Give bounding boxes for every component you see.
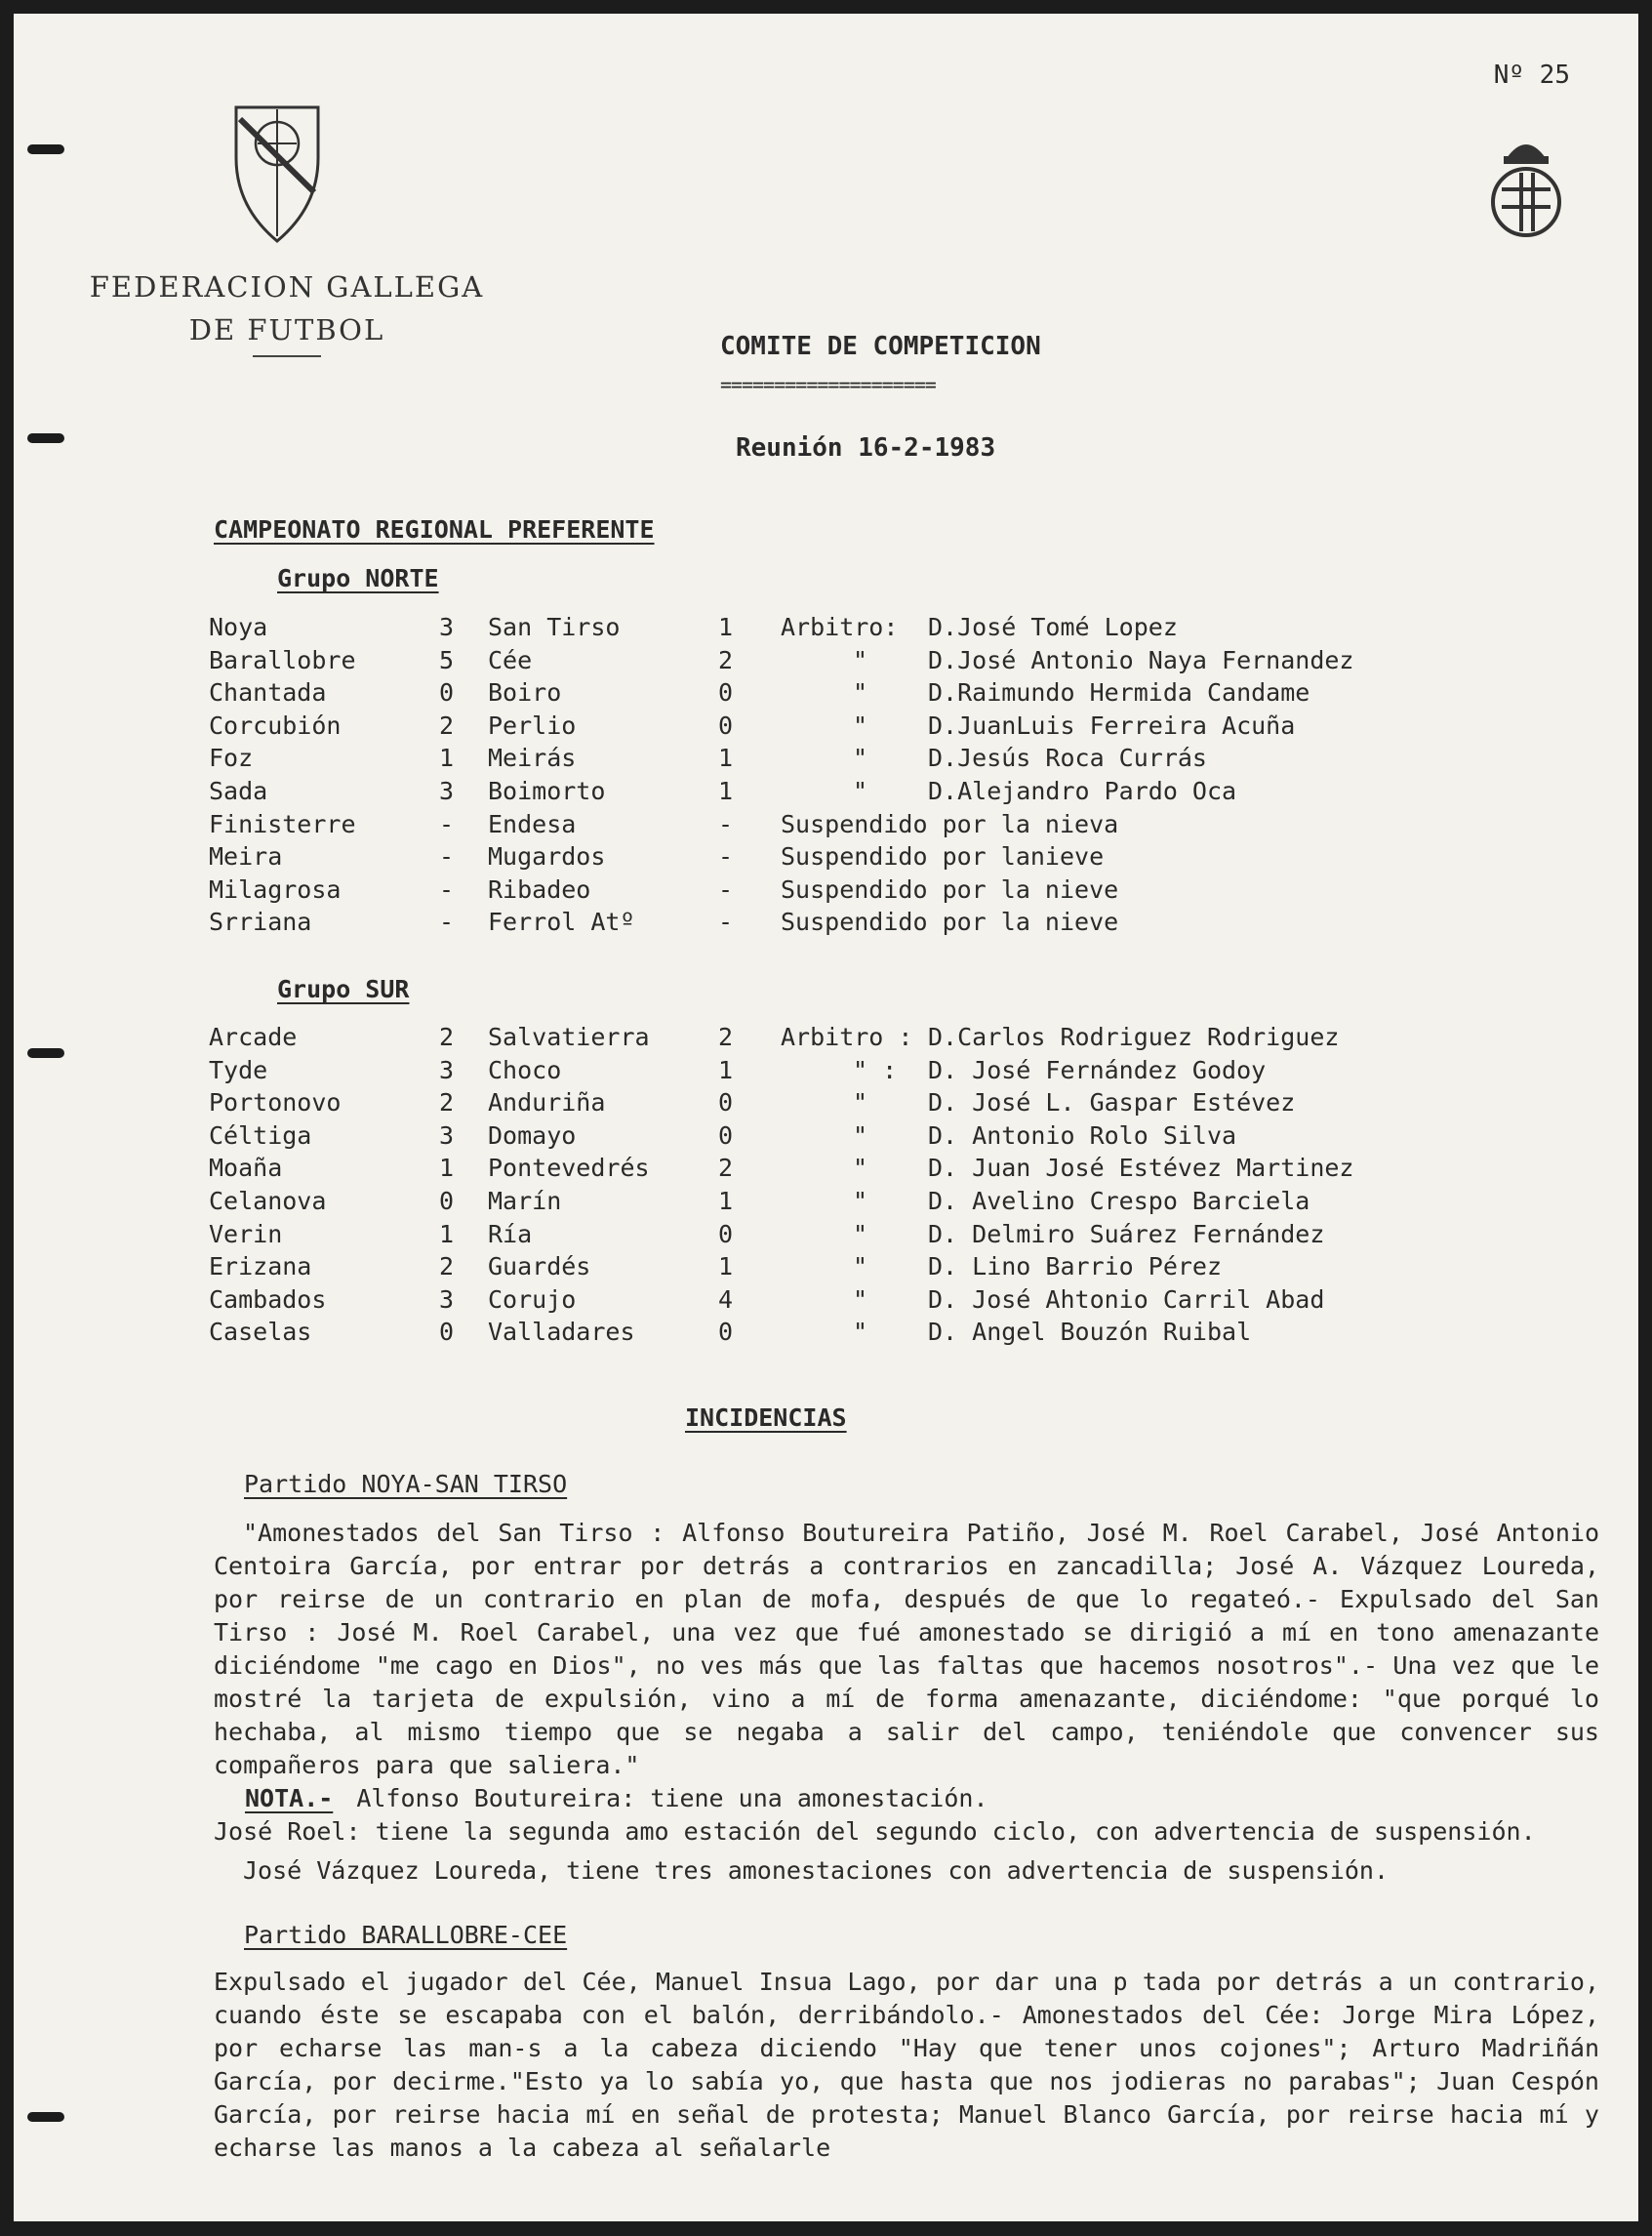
away-team: San Tirso	[488, 613, 621, 641]
referee-label: "	[853, 645, 868, 674]
home-score: 1	[439, 1154, 455, 1183]
home-team: Moaña	[209, 1154, 283, 1183]
home-team: Chantada	[209, 678, 327, 708]
result-row	[209, 711, 1536, 745]
referee-name: D.Carlos Rodriguez Rodriguez	[928, 1023, 1340, 1051]
home-team: Meira	[209, 842, 283, 872]
group-norte-heading: Grupo NORTE	[277, 564, 439, 592]
away-score: 4	[718, 1284, 734, 1314]
home-score: -	[439, 842, 455, 872]
referee-name: D.Alejandro Pardo Oca	[928, 776, 1237, 805]
result-row	[209, 842, 1536, 875]
referee-label: "	[853, 1284, 868, 1314]
referee-label: "	[853, 776, 868, 805]
divider	[253, 355, 321, 357]
away-team: Guardés	[488, 1252, 591, 1281]
referee-name: D. Lino Barrio Pérez	[928, 1252, 1223, 1281]
result-row	[209, 678, 1536, 711]
away-team: Boiro	[488, 678, 562, 708]
nota-label: NOTA.-	[245, 1784, 334, 1812]
meeting-date: Reunión 16-2-1983	[736, 433, 996, 463]
away-score: 1	[718, 744, 734, 773]
home-team: Tyde	[209, 1055, 268, 1084]
referee-label: "	[853, 1120, 868, 1150]
referee-label: "	[853, 744, 868, 773]
home-score: 1	[439, 1219, 455, 1248]
away-score: 0	[718, 1219, 734, 1248]
home-score: 3	[439, 1055, 455, 1084]
home-team: Caselas	[209, 1318, 312, 1347]
away-team: Marín	[488, 1186, 562, 1215]
result-row	[209, 613, 1536, 646]
match1-report	[214, 1517, 1599, 1888]
result-row	[209, 1318, 1536, 1351]
home-score: 5	[439, 645, 455, 674]
referee-name: D.Jesús Roca Currás	[928, 744, 1207, 773]
match1-title: Partido NOYA-SAN TIRSO	[244, 1470, 568, 1498]
referee-label: "	[853, 1186, 868, 1215]
match1-text: "Amonestados del San Tirso : Alfonso Boutureira Patiño, José M. Roel Carabel, José Antonio Centoira García, por entrar por detrás a contrarios en zancadilla; José A. Vázquez Loureda, por reirse de un contrario en plan de mofa, después de que lo regateó.- Expulsado del San Tirso : José M. Roel Carabel, una vez que fué amonestado se dirigió a mí en tono amenazante diciéndome "me cago en Dios", no ves más que las faltas que hacemos nosotros".- Una vez que le mostré la tarjeta de expulsión, vino a mí de forma amenazante, diciéndome: "que porqué lo hechaba, al mismo tiempo que se negaba a salir del campo, teniéndole que convencer sus compañeros para que saliera."	[214, 1519, 1599, 1779]
home-team: Corcubión	[209, 711, 342, 740]
away-score: 0	[718, 1120, 734, 1150]
binder-hole	[27, 144, 64, 154]
result-row	[209, 1023, 1536, 1056]
home-team: Srriana	[209, 908, 312, 937]
away-team: Corujo	[488, 1284, 577, 1314]
result-row	[209, 1121, 1536, 1155]
referee-name: D.José Antonio Naya Fernandez	[928, 645, 1354, 674]
championship-heading: CAMPEONATO REGIONAL PREFERENTE	[214, 515, 655, 544]
referee-name: D. José Fernández Godoy	[928, 1055, 1267, 1084]
match2-report	[214, 1966, 1599, 2165]
page-title: COMITE DE COMPETICION	[720, 332, 1041, 361]
referee-label: Arbitro:	[781, 613, 899, 641]
binder-hole	[27, 1048, 64, 1058]
home-team: Céltiga	[209, 1120, 312, 1150]
nota-line1	[214, 1782, 1599, 1815]
away-team: Mugardos	[488, 842, 606, 872]
away-team: Salvatierra	[488, 1023, 650, 1051]
referee-name: D. Angel Bouzón Ruibal	[928, 1318, 1252, 1347]
away-score: 0	[718, 711, 734, 740]
away-score: -	[718, 908, 734, 937]
home-team: Cambados	[209, 1284, 327, 1314]
result-row	[209, 908, 1536, 941]
title-underline: ====================	[720, 373, 936, 396]
referee-name: D. Antonio Rolo Silva	[928, 1120, 1237, 1150]
home-team: Noya	[209, 613, 268, 641]
result-row	[209, 1285, 1536, 1319]
away-team: Perlio	[488, 711, 577, 740]
away-team: Domayo	[488, 1120, 577, 1150]
referee-label: "	[853, 678, 868, 708]
referee-name: D.José Tomé Lopez	[928, 613, 1178, 641]
home-score: 2	[439, 1023, 455, 1051]
nota-text1: Alfonso Boutureira: tiene una amonestación.	[356, 1784, 988, 1812]
away-team: Meirás	[488, 744, 577, 773]
home-score: 0	[439, 1186, 455, 1215]
referee-name: D. Avelino Crespo Barciela	[928, 1186, 1310, 1215]
home-team: Milagrosa	[209, 874, 342, 904]
home-team: Barallobre	[209, 645, 356, 674]
home-team: Portonovo	[209, 1088, 342, 1118]
federation-name	[72, 265, 502, 351]
away-score: 1	[718, 1055, 734, 1084]
away-score: 0	[718, 1318, 734, 1347]
document-page	[14, 14, 1638, 2221]
away-team: Valladares	[488, 1318, 635, 1347]
home-score: 2	[439, 1252, 455, 1281]
referee-name: D. Juan José Estévez Martinez	[928, 1154, 1354, 1183]
away-team: Pontevedrés	[488, 1154, 650, 1183]
result-row	[209, 1154, 1536, 1187]
home-team: Verin	[209, 1219, 283, 1248]
referee-label: "	[853, 1154, 868, 1183]
federation-name-line2: DE FUTBOL	[188, 313, 385, 346]
referee-label: "	[853, 1219, 868, 1248]
norte-results-table	[209, 613, 1536, 941]
away-team: Anduriña	[488, 1088, 606, 1118]
away-score: 2	[718, 1154, 734, 1183]
away-score: 1	[718, 1252, 734, 1281]
home-score: -	[439, 908, 455, 937]
away-team: Choco	[488, 1055, 562, 1084]
away-score: 1	[718, 776, 734, 805]
result-row	[209, 1187, 1536, 1220]
referee-name: D. Delmiro Suárez Fernández	[928, 1219, 1325, 1248]
binder-hole	[27, 2112, 64, 2122]
nota-line3: José Vázquez Loureda, tiene tres amonestaciones con advertencia de suspensión.	[243, 1856, 1389, 1885]
home-score: 0	[439, 1318, 455, 1347]
away-score: -	[718, 842, 734, 872]
home-score: 3	[439, 776, 455, 805]
home-team: Celanova	[209, 1186, 327, 1215]
away-score: 2	[718, 645, 734, 674]
away-score: 1	[718, 613, 734, 641]
match2-text: Expulsado el jugador del Cée, Manuel Insua Lago, por dar una p tada por detrás a un contrario, cuando éste se escapaba con el balón, derribándolo.- Amonestados del Cée: Jorge Mira López, por echarse las man-s a la cabeza diciendo "Hay que tener unos cojones"; Arturo Madriñán García, por decirme."Esto ya lo sabía yo, que hasta que nos jodieras no parabas"; Juan Cespón García, por reirse hacia mí en señal de protesta; Manuel Blanco García, por reirse hacia mí y echarse las manos a la cabeza al señalarle	[214, 1968, 1599, 2162]
referee-label: Suspendido por lanieve	[781, 842, 1105, 872]
home-score: 1	[439, 744, 455, 773]
home-team: Foz	[209, 744, 254, 773]
away-team: Ribadeo	[488, 874, 591, 904]
referee-name: D. José Ahtonio Carril Abad	[928, 1284, 1325, 1314]
home-team: Arcade	[209, 1023, 298, 1051]
home-team: Sada	[209, 776, 268, 805]
group-sur-heading: Grupo SUR	[277, 975, 410, 1003]
federation-name-line1: FEDERACION GALLEGA	[89, 270, 485, 304]
home-team: Finisterre	[209, 809, 356, 838]
home-score: -	[439, 809, 455, 838]
match2-title: Partido BARALLOBRE-CEE	[244, 1921, 568, 1949]
referee-name: D.Raimundo Hermida Candame	[928, 678, 1310, 708]
referee-label: "	[853, 711, 868, 740]
referee-label: "	[853, 1252, 868, 1281]
referee-label: Suspendido por la nieve	[781, 874, 1119, 904]
away-score: -	[718, 874, 734, 904]
away-score: -	[718, 809, 734, 838]
result-row	[209, 744, 1536, 777]
home-score: -	[439, 874, 455, 904]
page-number: Nº 25	[1493, 61, 1570, 90]
away-team: Endesa	[488, 809, 577, 838]
binder-hole	[27, 433, 64, 443]
result-row	[209, 1056, 1536, 1089]
away-team: Boimorto	[488, 776, 606, 805]
away-team: Ría	[488, 1219, 533, 1248]
result-row	[209, 646, 1536, 679]
home-score: 3	[439, 1284, 455, 1314]
nota-line2: José Roel: tiene la segunda amo estación del segundo ciclo, con advertencia de suspensión.	[214, 1817, 1536, 1846]
home-score: 2	[439, 1088, 455, 1118]
result-row	[209, 810, 1536, 843]
referee-label: " :	[853, 1055, 898, 1084]
result-row	[209, 777, 1536, 810]
away-score: 0	[718, 678, 734, 708]
referee-label: "	[853, 1318, 868, 1347]
away-team: Cée	[488, 645, 533, 674]
home-score: 0	[439, 678, 455, 708]
incidencias-heading: INCIDENCIAS	[685, 1403, 847, 1432]
away-score: 1	[718, 1186, 734, 1215]
referee-name: D. José L. Gaspar Estévez	[928, 1088, 1296, 1118]
home-score: 2	[439, 711, 455, 740]
referee-label: "	[853, 1088, 868, 1118]
away-score: 0	[718, 1088, 734, 1118]
result-row	[209, 875, 1536, 909]
home-score: 3	[439, 1120, 455, 1150]
sur-results-table	[209, 1023, 1536, 1351]
royal-federation-crest	[1482, 129, 1570, 244]
result-row	[209, 1088, 1536, 1121]
home-team: Erizana	[209, 1252, 312, 1281]
referee-label: Suspendido por la nieve	[781, 908, 1119, 937]
federation-shield-logo	[228, 100, 326, 246]
referee-label: Suspendido por la nieva	[781, 809, 1119, 838]
referee-label: Arbitro :	[781, 1023, 913, 1051]
away-team: Ferrol Atº	[488, 908, 635, 937]
away-score: 2	[718, 1023, 734, 1051]
home-score: 3	[439, 613, 455, 641]
referee-name: D.JuanLuis Ferreira Acuña	[928, 711, 1296, 740]
result-row	[209, 1220, 1536, 1253]
result-row	[209, 1252, 1536, 1285]
